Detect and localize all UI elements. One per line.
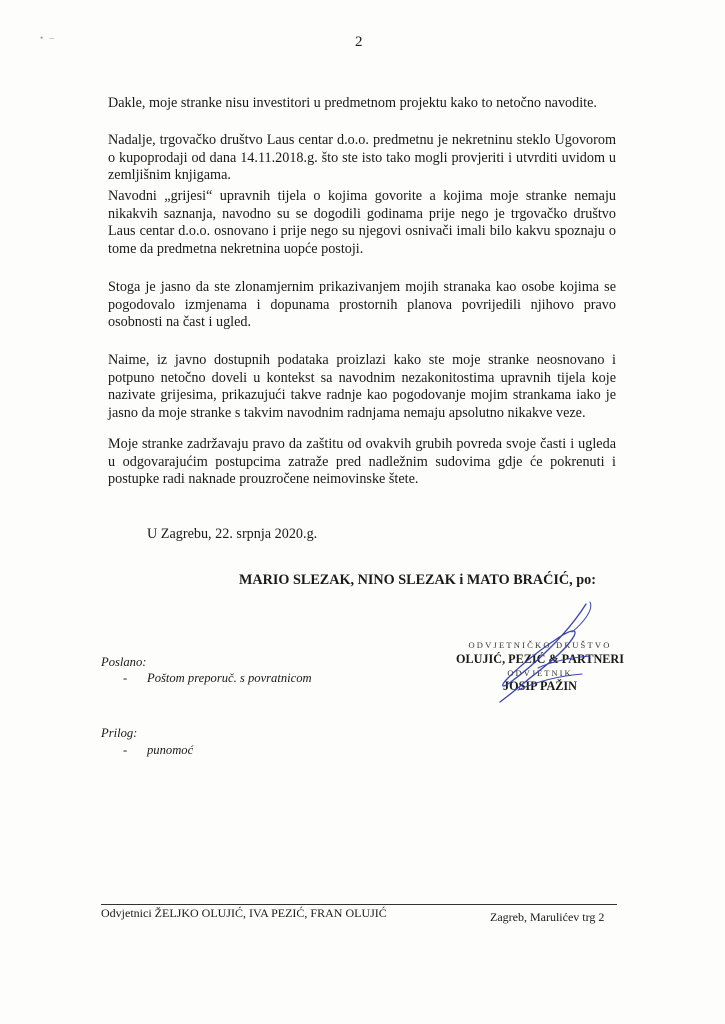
list-bullet: -: [123, 743, 128, 757]
footer-divider: [101, 904, 617, 905]
stamp-firm-type: ODVJETNIČKO DRUŠTVO: [468, 640, 612, 650]
paragraph-5: Naime, iz javno dostupnih podataka proizlazi kako ste moje stranke neosnovano i potpuno netočno doveli u kontekst sa navodnim nezakonitostima upravnih tijela koje nazivate grijesima, prikazujući takve radnje kao pogodovanje mojim strankama iako je jasno da moje stranke s takvim navodnim radnjama nemaju apsolutno nikakve veze.: [108, 352, 616, 421]
paragraph-3: Navodni „grijesi“ upravnih tijela o kojima govorite a kojima moje stranke nemaju nikakvih saznanja, navodno su se dogodili godinama prije nego je trgovačko društvo Laus centar d.o.o. osnovano i prije nego su njegovi osnivači imali bilo kakvu spoznaju o tome da predmetna nekretnina uopće postoji.: [108, 188, 616, 257]
attachment-list-item: [123, 743, 193, 758]
date-line: U Zagrebu, 22. srpnja 2020.g.: [147, 526, 318, 542]
signatories: MARIO SLEZAK, NINO SLEZAK i MATO BRAĆIĆ, po:: [239, 572, 596, 588]
scan-artifact: • –: [40, 33, 56, 43]
sent-list-item: [123, 671, 312, 686]
footer-address: Zagreb, Marulićev trg 2: [490, 910, 605, 924]
paragraph-1: Dakle, moje stranke nisu investitori u predmetnom projektu kako to netočno navodite.: [108, 95, 597, 111]
handwritten-signature: [478, 598, 608, 708]
page-number: 2: [355, 34, 363, 50]
list-bullet: -: [123, 671, 128, 685]
footer-lawyers: Odvjetnici ŽELJKO OLUJIĆ, IVA PEZIĆ, FRAN OLUJIĆ: [101, 906, 387, 920]
attachment-name: punomoć: [147, 743, 194, 757]
sent-method: Poštom preporuč. s povratnicom: [147, 671, 312, 685]
stamp-lawyer-name: JOSIP PAŽIN: [503, 679, 577, 693]
paragraph-4: Stoga je jasno da ste zlonamjernim prikazivanjem mojih stranaka kao osobe kojima se pogodovalo izmjenama i dopunama prostornih planova povrijedili njihovo pravo osobnosti na čast i ugled.: [108, 279, 616, 331]
stamp-firm-name: OLUJIĆ, PEZIĆ & PARTNERI: [456, 652, 624, 666]
sent-label: Poslano:: [101, 655, 147, 669]
attachment-label: Prilog:: [101, 726, 138, 740]
paragraph-2: Nadalje, trgovačko društvo Laus centar d.o.o. predmetnu je nekretninu steklo Ugovorom o kupoprodaji od dana 14.11.2018.g. što ste isto tako mogli provjeriti i utvrditi uvidom u zemljišnim knjigama.: [108, 132, 616, 184]
paragraph-6: Moje stranke zadržavaju pravo da zaštitu od ovakvih grubih povreda svoje časti i ugleda u odgovarajućim postupcima zatraže pred nadležnim sudovima gdje će pokrenuti i postupke radi naknade prouzročene neimovinske štete.: [108, 436, 616, 488]
stamp-title: ODVJETNIK: [507, 668, 573, 678]
